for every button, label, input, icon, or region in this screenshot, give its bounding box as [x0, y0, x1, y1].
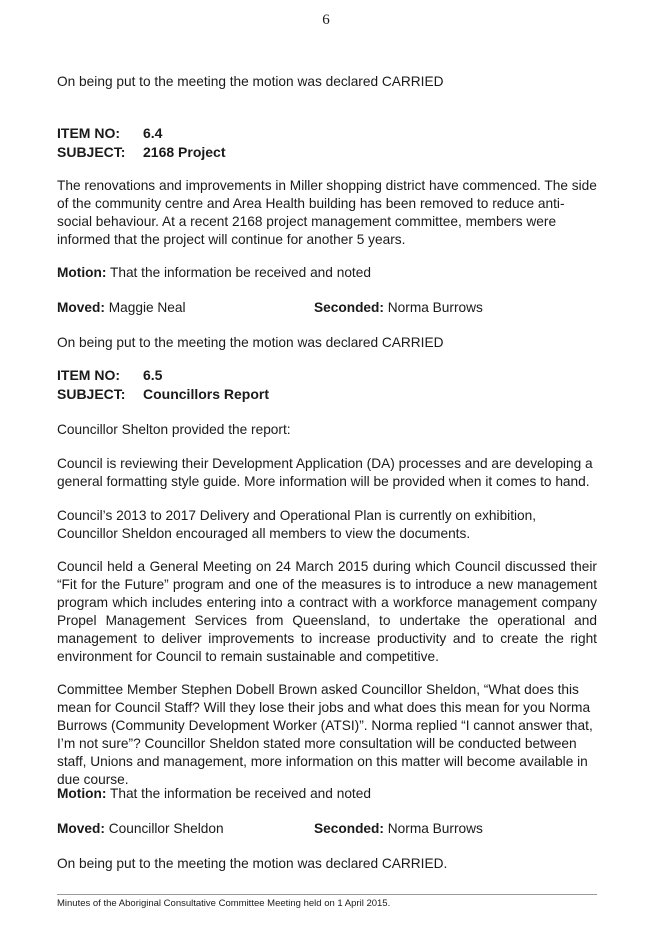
motion-text: That the information be received and noted — [109, 265, 371, 280]
subject-row — [57, 385, 597, 404]
motion-label: Motion: — [57, 786, 107, 801]
seconded-name: Norma Burrows — [387, 821, 483, 836]
subject-value: 2168 Project — [143, 144, 226, 160]
carried-statement-6-3: On being put to the meeting the motion was declared CARRIED — [57, 74, 444, 89]
item-6-5-paragraph-2: Council’s 2013 to 2017 Delivery and Operational Plan is currently on exhibition, Councillor Sheldon encouraged all members to view the documents. — [57, 508, 537, 541]
motion-text: That the information be received and noted — [109, 786, 371, 801]
page-number: 6 — [322, 12, 330, 28]
seconded-name: Norma Burrows — [387, 300, 483, 315]
item-6-5-motion — [57, 785, 597, 803]
item-6-5-intro: Councillor Shelton provided the report: — [57, 422, 291, 437]
item-6-4-motion — [57, 264, 597, 282]
seconded-label: Seconded: — [314, 300, 384, 315]
motion-label: Motion: — [57, 265, 107, 280]
subject-label: SUBJECT: — [57, 144, 126, 160]
item-number-row — [57, 366, 597, 385]
item-6-4-carried: On being put to the meeting the motion was declared CARRIED — [57, 335, 444, 350]
item-number-row — [57, 124, 597, 143]
item-6-4-body: The renovations and improvements in Miller shopping district have commenced. The side of the community centre and Area Health building has been removed to reduce anti-social behaviour. At a recent 2168 project management committee, members were informed that the project will continue for another 5 years. — [57, 178, 597, 247]
item-6-5-paragraph-3: Council held a General Meeting on 24 March 2015 during which Council discussed their “Fit for the Future” program and one of the measures is to introduce a new management program which includes entering into a contract with a workforce management company Propel Management Services from Queensland, to undertake the operational and management to deliver improvements to increase productivity and to create the right environment for Council to remain sustainable and competitive. — [57, 559, 597, 664]
seconded-field — [314, 299, 483, 317]
moved-field — [57, 299, 314, 317]
item-header-6-4 — [57, 124, 597, 162]
seconded-field — [314, 820, 483, 838]
item-no-label: ITEM NO: — [57, 125, 120, 141]
item-6-5-paragraph-1: Council is reviewing their Development Application (DA) processes and are developing a general formatting style guide. More information will be provided when it comes to hand. — [57, 456, 593, 489]
subject-value: Councillors Report — [143, 386, 270, 402]
moved-field — [57, 820, 314, 838]
item-6-5-moved-seconded — [57, 820, 597, 838]
subject-label: SUBJECT: — [57, 386, 126, 402]
item-6-5-paragraph-4: Committee Member Stephen Dobell Brown asked Councillor Sheldon, “What does this mean for Council Staff? Will they lose their jobs and what does this mean for you Norma Burrows (Community Development Worker (ATSI)”. Norma replied “I cannot answer that, I’m not sure”? Councillor Sheldon stated more consultation will be conducted between staff, Unions and management, more information on this matter will become available in due course. — [57, 682, 593, 787]
item-header-6-5 — [57, 366, 597, 404]
seconded-label: Seconded: — [314, 821, 384, 836]
footer-divider — [57, 894, 597, 895]
moved-label: Moved: — [57, 821, 105, 836]
footer-text: Minutes of the Aboriginal Consultative Committee Meeting held on 1 April 2015. — [57, 898, 391, 909]
moved-name: Councillor Sheldon — [108, 821, 224, 836]
moved-label: Moved: — [57, 300, 105, 315]
moved-name: Maggie Neal — [108, 300, 186, 315]
item-6-4-moved-seconded — [57, 299, 597, 317]
item-no-label: ITEM NO: — [57, 367, 120, 383]
item-6-5-carried: On being put to the meeting the motion was declared CARRIED. — [57, 856, 448, 871]
subject-row — [57, 143, 597, 162]
item-no-value: 6.4 — [143, 125, 163, 141]
item-no-value: 6.5 — [143, 367, 163, 383]
